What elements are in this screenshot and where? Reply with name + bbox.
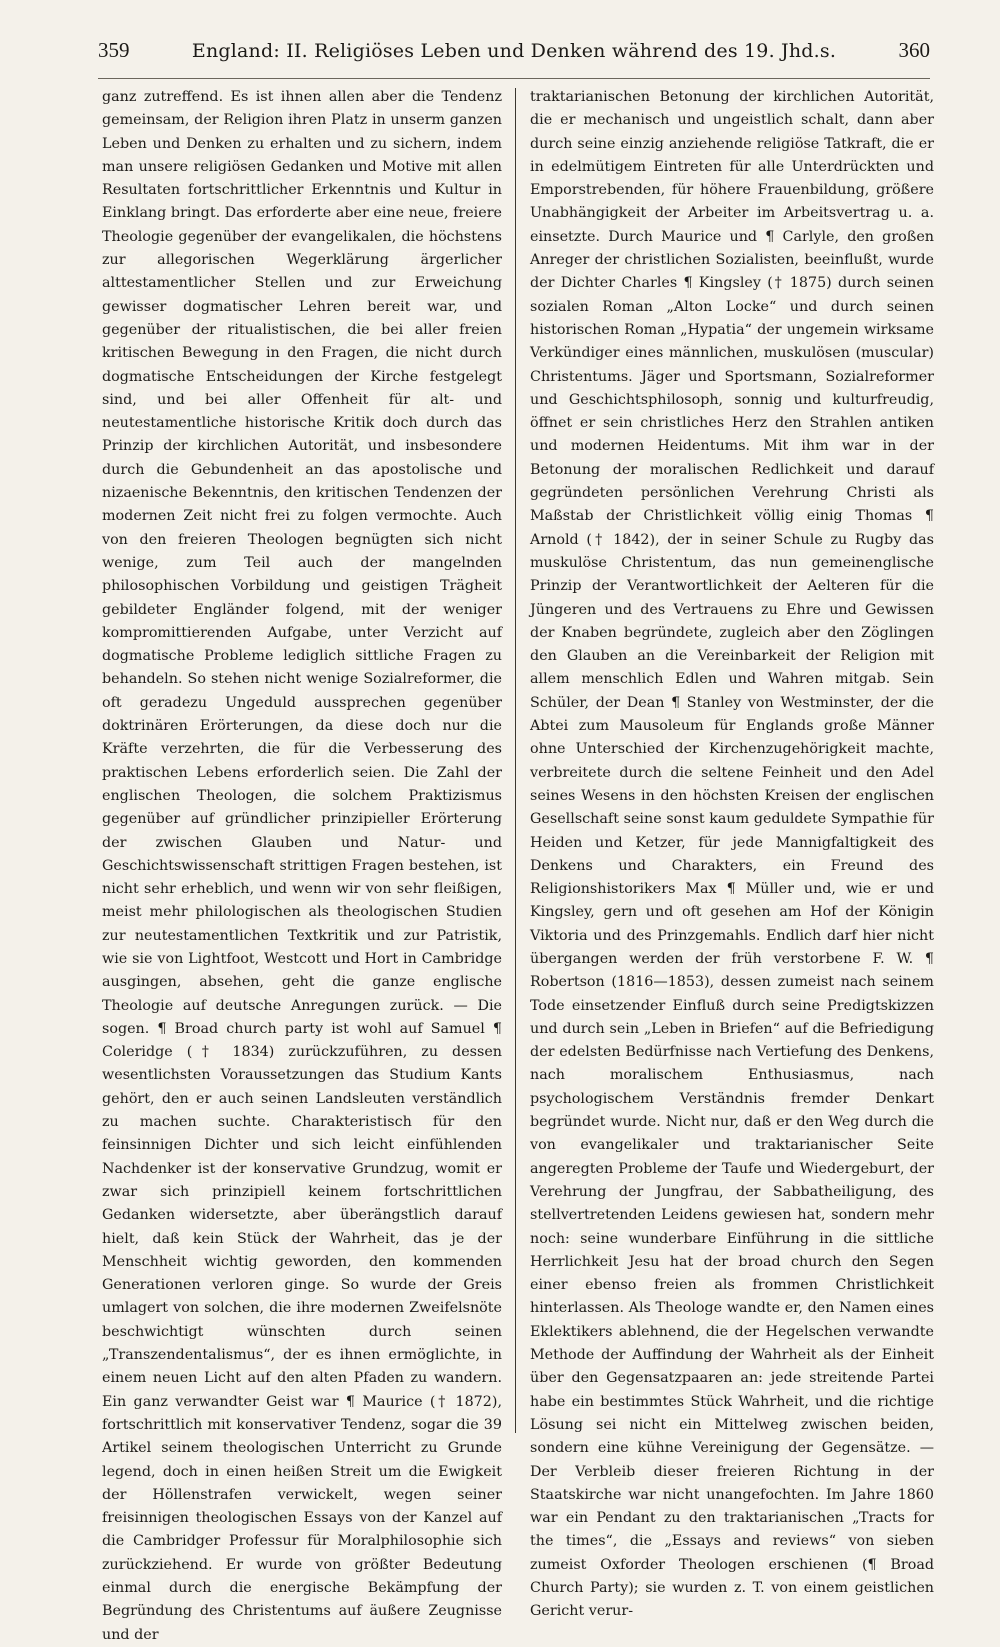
right-column-text: traktarianischen Betonung der kirchlichen Autorität, die er mechanisch und ungeistlich schalt, dann aber durch seine einzig anziehende religiöse Tatkraft, die er in edelmütigem Eintreten für alle Unterdrückten und Emporstrebenden, für höhere Frauenbildung, größere Unabhängigkeit der Arbeiter im Arbeitsvertrag u. a. einsetzte. Durch Maurice und ¶ Carlyle, den großen Anreger der christlichen Sozialisten, beeinflußt, wurde der Dichter Charles ¶ Kingsley († 1875) durch seinen sozialen Roman „Alton Locke“ und durch seinen historischen Roman „Hypatia“ der ungemein wirksame Verkündiger eines männlichen, muskulösen (muscular) Christentums. Jäger und Sportsmann, Sozialreformer und Geschichtsphilosoph, sonnig und kulturfreudig, öffnet er sein christliches Herz den Strahlen antiken und modernen Heidentums. Mit ihm war in der Betonung der moralischen Redlichkeit und darauf gegründeten persönlichen Verehrung Christi als Maßstab der Christlichkeit völlig einig Thomas ¶ Arnold († 1842), der in seiner Schule zu Rugby das muskulöse Christentum, das nun gemeinenglische Prinzip der Verantwortlichkeit der Aelteren für die Jüngeren und des Vertrauens zu Ehre und Gewissen der Knaben begründete, zugleich aber den Zöglingen den Glauben an die Vereinbarkeit der Religion mit allem menschlich Edlen und Wahren mitgab. Sein Schüler, der Dean ¶ Stanley von Westminster, der die Abtei zum Mausoleum für Englands große Männer ohne Unterschied der Kirchenzugehörigkeit machte, verbreitete durch die seltene Feinheit und den Adel seines Wesens in den höchsten Kreisen der englischen Gesellschaft seine sonst kaum geduldete Sympathie für Heiden und Ketzer, für jede Mannigfaltigkeit des Denkens und Charakters, ein Freund des Religionshistorikers Max ¶ Müller und, wie er und Kingsley, gern und oft gesehen am Hof der Königin Viktoria und des Prinzgemahls. Endlich darf hier nicht übergangen werden der früh verstorbene F. W. ¶ Robertson (1816—1853), dessen zumeist nach seinem Tode einsetzender Einfluß durch seine Predigtskizzen und durch sein „Leben in Briefen“ auf die Befriedigung der edelsten Bedürfnisse nach Vertiefung des Denkens, nach moralischem Enthusiasmus, nach psychologischem Verständnis fremder Denkart begründet wurde. Nicht nur, daß er den Weg durch die von evangelikaler und traktarianischer Seite angeregten Probleme der Taufe und Wiedergeburt, der Verehrung der Jungfrau, der Sabbatheiligung, des stellvertretenden Leidens gewiesen hat, sondern mehr noch: seine wunderbare Einführung in die sittliche Herrlichkeit Jesu hat der broad church den Segen einer ebenso freien als frommen Christlichkeit hinterlassen. Als Theologe wandte er, den Namen eines Eklektikers ablehnend, die der Hegelschen verwandte Methode der Auffindung der Wahrheit als der Einheit über den Gegensatzpaaren an: jede streitende Partei habe ein bestimmtes Stück Wahrheit, und die richtige Lösung sei nicht ein Mittelweg zwischen beiden, sondern eine kühne Vereinigung der Gegensätze. — Der Verbleib dieser freieren Richtung in der Staatskirche war nicht unangefochten. Im Jahre 1860 war ein Pendant zu den traktarianischen „Tracts for the times“, die „Essays and reviews“ von sieben zumeist Oxforder Theologen erschienen (¶ Broad Church Party); sie wurden z. T. von einem geistlichen Gericht verur- [530,89,934,1620]
right-column [530,86,934,1620]
left-column-text: ganz zutreffend. Es ist ihnen allen aber die Tendenz gemeinsam, der Religion ihren Platz in unserm ganzen Leben und Denken zu erhalten und zu sichern, indem man unsere religiösen Gedanken und Motive mit allen Resultaten fortschrittlicher Erkenntnis und Kultur in Einklang bringt. Das erforderte aber eine neue, freiere Theologie gegenüber der evangelikalen, die höchstens zur allegorischen Wegerklärung ärgerlicher alttestamentlicher Stellen und zur Erweichung gewisser dogmatischer Lehren bereit war, und gegenüber der ritualistischen, die bei aller freien kritischen Bewegung in den Fragen, die nicht durch dogmatische Entscheidungen der Kirche festgelegt sind, und bei aller Offenheit für alt- und neutestamentliche historische Kritik doch durch das Prinzip der kirchlichen Autorität, und insbesondere durch die Gebundenheit an das apostolische und nizaenische Bekenntnis, den kritischen Tendenzen der modernen Zeit nicht frei zu folgen vermochte. Auch von den freieren Theologen begnügten sich nicht wenige, zum Teil auch der mangelnden philosophischen Vorbildung und geistigen Trägheit gebildeter Engländer folgend, mit der weniger kompromittierenden Aufgabe, unter Verzicht auf dogmatische Probleme lediglich sittliche Fragen zu behandeln. So stehen nicht wenige Sozialreformer, die oft geradezu Ungeduld aussprechen gegenüber doktrinären Erörterungen, da diese doch nur die Kräfte verzehrten, die für die Verbesserung des praktischen Lebens erforderlich seien. Die Zahl der englischen Theologen, die solchem Praktizismus gegenüber auf gründlicher prinzipieller Erörterung der zwischen Glauben und Natur- und Geschichtswissenschaft strittigen Fragen bestehen, ist nicht sehr erheblich, und wenn wir von sehr fleißigen, meist mehr philologischen als theologischen Studien zur neutestamentlichen Textkritik und zur Patristik, wie sie von Lightfoot, Westcott und Hort in Cambridge ausgingen, absehen, geht die ganze englische Theologie auf deutsche Anregungen zurück. — Die sogen. ¶ Broad church party ist wohl auf Samuel ¶ Coleridge († 1834) zurückzuführen, zu dessen wesentlichsten Voraussetzungen das Studium Kants gehört, den er auch seinen Landsleuten verständlich zu machen suchte. Charakteristisch für den feinsinnigen Dichter und sich leicht einfühlenden Nachdenker ist der konservative Grundzug, womit er zwar sich prinzipiell keinem fortschrittlichen Gedanken widersetzte, aber überängstlich darauf hielt, daß kein Stück der Wahrheit, das je der Menschheit wichtig geworden, den kommenden Generationen verloren ginge. So wurde der Greis umlagert von solchen, die ihre modernen Zweifelsnöte beschwichtigt wünschten durch seinen „Transzendentalismus“, der es ihnen ermöglichte, in einem neuen Licht auf den alten Pfaden zu wandern. Ein ganz verwandter Geist war ¶ Maurice († 1872), fortschrittlich mit konservativer Tendenz, sogar die 39 Artikel seinem theologischen Unterricht zu Grunde legend, doch in einen heißen Streit um die Ewigkeit der Höllenstrafen verwickelt, wegen seiner freisinnigen theologischen Essays von der Kanzel auf die Cambridger Professur für Moralphilosophie sich zurückziehend. Er wurde von größter Bedeutung einmal durch die energische Bekämpfung der Begründung des Christentums auf äußere Zeugnisse und der [102,89,502,1643]
page-number-left: 359 [98,38,130,62]
left-column [102,86,502,1643]
running-title: England: II. Religiöses Leben und Denken während des 19. Jhd.s. [191,40,837,62]
page-number-right: 360 [898,38,930,62]
column-divider [515,88,516,1433]
running-header [98,38,930,74]
header-rule [98,78,930,79]
